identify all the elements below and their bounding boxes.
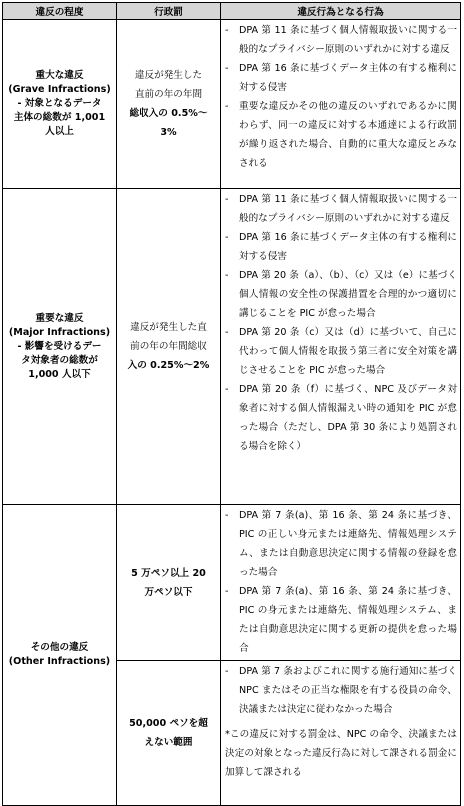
- other-fine-note: *この違反に対する罰金は、NPC の命令、決議または決定の対象となった違反行為に対して課される罰金に加算して課される: [225, 729, 457, 778]
- major-severity-cell: [3, 189, 117, 505]
- major-violation-text-5: DPA 第 20 条（f）に基づく、NPC 及びデータ対象者に対する個人情報漏えい時の通知を PIC が怠った場合（ただし、DPA 第 30 条により処罰される場合を除く）: [239, 384, 457, 452]
- major-violation-item: - DPA 第 11 条に基づく個人情報取扱いに関する一般的なプライバシー原則のいずれかに対する違反: [225, 194, 457, 224]
- grave-severity-title: 重大な違反: [35, 70, 84, 81]
- table-header-row: [3, 3, 461, 20]
- major-violation-item: - DPA 第 20 条（f）に基づく、NPC 及びデータ対象者に対する個人情報漏えい時の通知を PIC が怠った場合（ただし、DPA 第 30 条により処罰される場合を除く）: [225, 384, 457, 452]
- other-violations-b-cell: [221, 661, 461, 806]
- other-penalty-b-line-1: 50,000 ペソを超: [129, 718, 208, 729]
- grave-violation-item: - DPA 第 16 条に基づくデータ主体の有する権利に対する侵害: [225, 63, 457, 93]
- major-violation-item: - DPA 第 16 条に基づくデータ主体の有する権利に対する侵害: [225, 232, 457, 262]
- other-severity-cell: [3, 505, 117, 806]
- major-violation-text-1: DPA 第 11 条に基づく個人情報取扱いに関する一般的なプライバシー原則のいずれかに対する違反: [239, 194, 457, 224]
- other-penalty-b-line-2: えない範囲: [144, 737, 193, 748]
- grave-severity-en: (Grave Infractions): [8, 84, 111, 95]
- other-violations-a-cell: [221, 505, 461, 661]
- grave-severity-cond-3: 人以上: [45, 126, 74, 137]
- grave-violation-text-2: DPA 第 16 条に基づくデータ主体の有する権利に対する侵害: [239, 63, 457, 93]
- major-severity-title: 重要な違反: [35, 312, 84, 324]
- grave-penalty-line-2: 直前の年の年間: [134, 89, 203, 100]
- major-severity-en: (Major Infractions): [8, 326, 111, 338]
- header-penalty: 行政罰: [117, 3, 221, 20]
- other-row-a: [3, 505, 461, 661]
- major-penalty-line-3: 入の 0.25%〜2%: [127, 360, 210, 371]
- major-violation-text-4: DPA 第 20 条（c）又は（d）に基づいて、自己に代わって個人情報を取扱う第三者に安全対策を講じさせることを PIC が怠った場合: [239, 327, 457, 376]
- major-severity-cond-3: 1,000 人以下: [28, 368, 91, 380]
- major-violations-cell: [221, 189, 461, 505]
- other-violation-a-text-1: DPA 第 7 条(a)、第 16 条、第 24 条に基づき、PIC の正しい身元または連絡先、情報処理システム、または自動意思決定に関する情報の登録を怠った場合: [239, 510, 457, 578]
- major-penalty-line-2: 前の年の年間総収: [130, 341, 207, 352]
- grave-penalty-line-1: 違反が発生した: [134, 70, 203, 81]
- header-violations: 違反行為となる行為: [221, 3, 461, 20]
- major-violation-item: - DPA 第 20 条（c）又は（d）に基づいて、自己に代わって個人情報を取扱う第三者に安全対策を講じさせることを PIC が怠った場合: [225, 327, 457, 376]
- grave-violation-item: - DPA 第 11 条に基づく個人情報取扱いに関する一般的なプライバシー原則のいずれかに対する違反: [225, 25, 457, 55]
- grave-penalty-cell: [117, 20, 221, 189]
- major-severity-cond-2: タ対象者の総数が: [21, 354, 98, 366]
- grave-row: [3, 20, 461, 189]
- other-violation-a-text-2: DPA 第 7 条(a)、第 16 条、第 24 条に基づき、PIC の身元または連絡先、情報処理システム、または自動意思決定に関する更新の提供を怠った場合: [239, 586, 457, 654]
- other-violation-item: - DPA 第 7 条(a)、第 16 条、第 24 条に基づき、PIC の身元または連絡先、情報処理システム、または自動意思決定に関する更新の提供を怠った場合: [225, 586, 457, 654]
- header-severity: 違反の程度: [3, 3, 117, 20]
- other-penalty-a-line-2: 万ペソ以下: [144, 586, 193, 598]
- other-violation-item: - DPA 第 7 条およびこれに関する施行通知に基づく NPC またはその正当な権限を有する役員の命令、決議または決定に従わなかった場合: [225, 666, 457, 715]
- infraction-fine-table: [2, 2, 461, 806]
- major-row: [3, 189, 461, 505]
- major-violation-text-3: DPA 第 20 条（a）、（b）、（c）又は（e）に基づく個人情報の安全性の保護措置を合理的かつ適切に講じることを PIC が怠った場合: [239, 270, 457, 319]
- grave-severity-cond-2: 主体の総数が 1,001: [13, 112, 106, 123]
- other-severity-title: その他の違反: [30, 642, 89, 653]
- other-violation-b-text-1: DPA 第 7 条およびこれに関する施行通知に基づく NPC またはその正当な権限を有する役員の命令、決議または決定に従わなかった場合: [239, 666, 457, 715]
- grave-penalty-line-4: 3%: [160, 127, 177, 138]
- other-violation-item: - DPA 第 7 条(a)、第 16 条、第 24 条に基づき、PIC の正しい身元または連絡先、情報処理システム、または自動意思決定に関する情報の登録を怠った場合: [225, 510, 457, 578]
- grave-violation-text-3: 重要な違反かその他の違反のいずれであるかに関わらず、同一の違反に対する本通達による行政罰が繰り返された場合、自動的に重大な違反とみなされる: [239, 101, 457, 169]
- other-severity-en: (Other Infractions): [8, 656, 111, 667]
- grave-penalty-line-3: 総収入の 0.5%〜: [129, 108, 208, 119]
- grave-severity-cond-1: - 対象となるデータ: [17, 98, 102, 109]
- grave-severity-cell: [3, 20, 117, 189]
- grave-violations-cell: [221, 20, 461, 189]
- grave-violation-text-1: DPA 第 11 条に基づく個人情報取扱いに関する一般的なプライバシー原則のいずれかに対する違反: [239, 25, 457, 55]
- major-penalty-line-1: 違反が発生した直: [130, 322, 207, 333]
- major-violation-text-2: DPA 第 16 条に基づくデータ主体の有する権利に対する侵害: [239, 232, 457, 262]
- major-violation-item: - DPA 第 20 条（a）、（b）、（c）又は（e）に基づく個人情報の安全性の保護措置を合理的かつ適切に講じることを PIC が怠った場合: [225, 270, 457, 319]
- other-penalty-a-line-1: 5 万ペソ以上 20: [131, 567, 206, 579]
- major-severity-cond-1: - 影響を受けるデー: [17, 340, 102, 352]
- major-penalty-cell: [117, 189, 221, 505]
- other-penalty-a-cell: [117, 505, 221, 661]
- grave-violation-item: - 重要な違反かその他の違反のいずれであるかに関わらず、同一の違反に対する本通達による行政罰が繰り返された場合、自動的に重大な違反とみなされる: [225, 101, 457, 169]
- other-penalty-b-cell: [117, 661, 221, 806]
